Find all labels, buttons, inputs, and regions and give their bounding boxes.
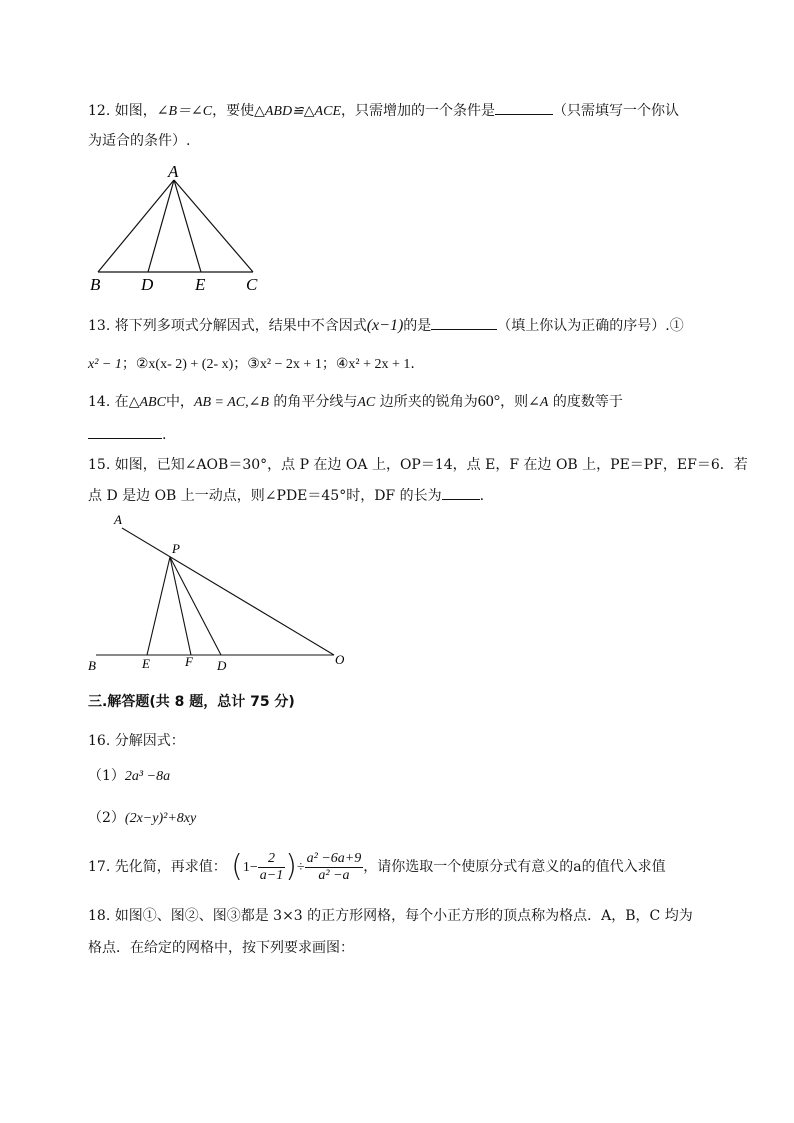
q12-label-b: B (90, 275, 101, 294)
q14-text-e: ，则 (500, 394, 529, 410)
q13-option-1: x² − 1 (88, 357, 122, 372)
q13-end: . (410, 356, 415, 372)
q13-lead: 13. 将下列多项式分解因式，结果中不含因式 (88, 318, 367, 334)
q17-open-paren: ( (231, 849, 243, 884)
q12-line1 (88, 100, 679, 122)
q15-seg-pe (147, 557, 170, 655)
q15-line1: 15. 如图，已知∠AOB＝30°，点 P 在边 OA 上，OP＝14，点 E，F 在边 OB 上，PE＝PF，EF＝6．若 (88, 457, 748, 473)
q17-tail: ，请你选取一个使原分式有意义的a的值代入求值 (363, 859, 666, 875)
q13-sep: ； (121, 356, 136, 372)
q15-text-a: 点 D 是边 OB 上一动点，则∠PDE＝45°时，DF 的长为 (88, 488, 442, 504)
q17-fraction-1 (258, 851, 285, 884)
q15-label-a: A (114, 512, 122, 527)
q12-seg-ae (174, 180, 201, 272)
q13-factor: (x−1) (366, 317, 404, 334)
q17-f1-numerator: 2 (258, 851, 285, 868)
q16-part-1 (88, 766, 170, 787)
q15-label-p: P (172, 541, 180, 556)
q15-label-o: O (335, 652, 345, 667)
q15-figure (84, 508, 356, 674)
q14-line2 (88, 424, 166, 445)
q15-label-e: E (142, 656, 150, 671)
q14-angle: 60° (477, 393, 501, 410)
q12-seg-ab (98, 180, 174, 272)
q16-part-1-expr: 2a³ −8a (124, 769, 171, 784)
q12-label-c: C (246, 275, 258, 294)
q13-line2 (88, 354, 415, 375)
section-3-heading: 三.解答题(共 8 题，总计 75 分) (88, 694, 295, 710)
q16-part-1-label: （1） (88, 768, 125, 784)
q17-divide: ÷ (296, 860, 305, 875)
q15-end: . (479, 488, 485, 504)
q18-line2: 格点．在给定的网格中，按下列要求画图： (88, 940, 354, 956)
q14-angle-a: ∠A (528, 395, 549, 410)
q14-text-d: 边所夹的锐角为 (375, 394, 478, 410)
q14-answer-blank[interactable] (88, 424, 162, 439)
q16-part-2 (88, 808, 196, 829)
q12-answer-blank[interactable] (495, 100, 553, 115)
q14-abc: ABC (139, 395, 166, 410)
q17-f1-denominator: a−1 (259, 867, 284, 883)
q12-label-d: D (141, 275, 154, 294)
q14-ac: AC (357, 395, 376, 410)
q14-text-f: 的度数等于 (548, 394, 623, 410)
q15-seg-pf (170, 557, 191, 655)
q12-line2: 为适合的条件）. (88, 133, 191, 149)
q17-line (88, 847, 666, 891)
q12-figure (88, 160, 278, 296)
q17-fraction-2 (305, 851, 364, 884)
q12-congruence: △ABD≌△ACE (254, 104, 341, 119)
q17-f2-denominator: a² −a (318, 867, 350, 883)
q12-condition: ∠B＝∠C (156, 104, 213, 119)
q12-seg-ad (148, 180, 174, 272)
q14-condition: AB = AC,∠B (193, 395, 269, 410)
q14-line1 (88, 392, 623, 413)
q14-text-c: 的角平分线与 (268, 394, 358, 410)
q17-close-paren: ) (285, 849, 297, 884)
q15-label-b: B (88, 658, 96, 673)
q13-option-2: ②x(x- 2) + (2- x) (135, 357, 234, 372)
q18-line1: 18. 如图①、图②、图③都是 3×3 的正方形网格，每个小正方形的顶点称为格点．A，B，C 均为 (88, 908, 693, 924)
q16-part-2-expr: (2x−y)²+8xy (124, 811, 197, 826)
q15-line2 (88, 485, 484, 506)
q15-label-d: D (217, 658, 227, 673)
q14-lead: 14. 在△ (88, 394, 140, 410)
q15-seg-oa (122, 528, 334, 655)
q13-text-b: 的是 (403, 318, 432, 334)
q12-label-e: E (195, 275, 206, 294)
q17-one-minus: 1− (242, 860, 258, 875)
q13-line1 (88, 315, 684, 336)
q12-text-c: ，只需增加的一个条件是 (341, 103, 495, 119)
q13-text-c: （填上你认为正确的序号）.① (497, 318, 684, 334)
q13-option-3: ；③x² − 2x + 1 (233, 357, 322, 372)
q17-lead: 17. 先化简，再求值： (88, 859, 227, 875)
q13-option-4: ；④x² + 2x + 1 (321, 357, 411, 372)
q14-text-b: 中， (165, 394, 194, 410)
q15-label-f: F (185, 654, 193, 669)
q16-title: 16. 分解因式： (88, 733, 185, 749)
q16-part-2-label: （2） (88, 810, 125, 826)
q12-text-b: ，要使 (212, 103, 255, 119)
q12-text-d: （只需填写一个你认 (553, 103, 679, 119)
q14-end: . (162, 427, 167, 443)
q12-label-a: A (168, 162, 179, 181)
q13-answer-blank[interactable] (431, 315, 497, 330)
q12-seg-ac (174, 180, 253, 272)
q12-lead: 12. 如图， (88, 103, 157, 119)
q17-f2-numerator: a² −6a+9 (306, 850, 362, 866)
q15-answer-blank[interactable] (442, 485, 480, 500)
